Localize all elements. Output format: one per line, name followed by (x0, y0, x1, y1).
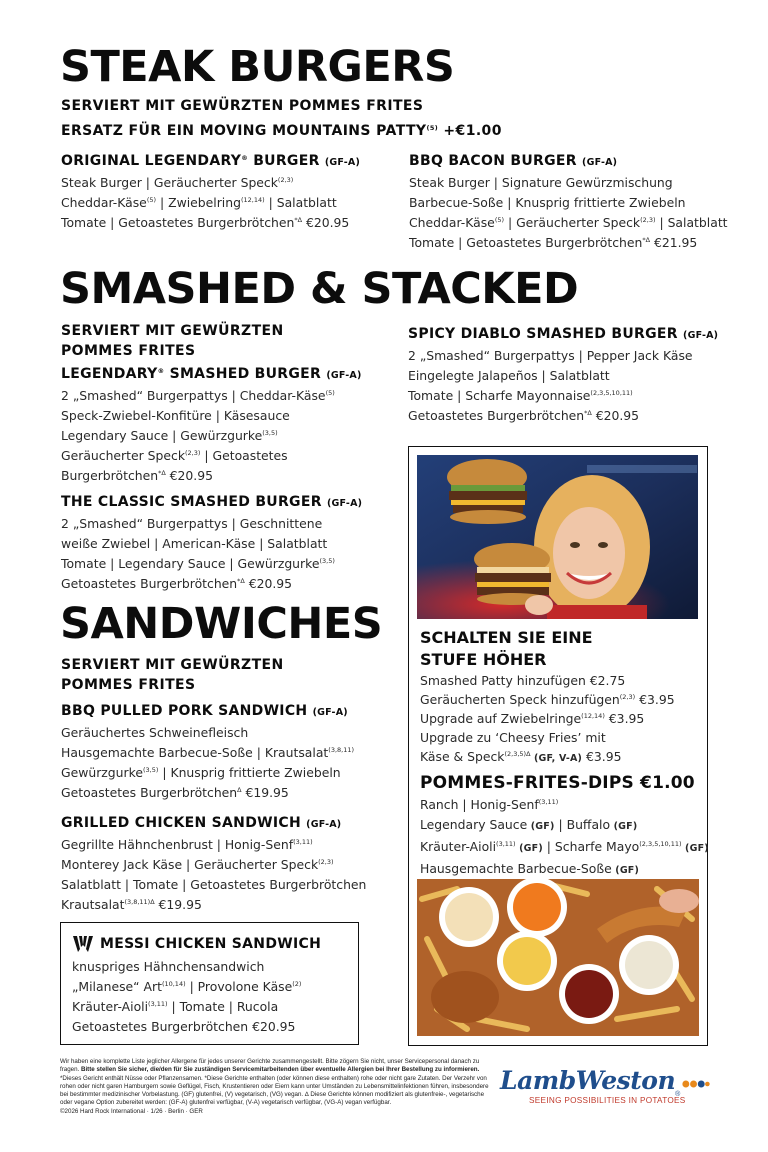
lambweston-tagline: SEEING POSSIBILITIES IN POTATOES (529, 1096, 686, 1105)
burger-photo (417, 455, 698, 619)
menu-item-grilled-chicken: GRILLED CHICKEN SANDWICH (GF-A) Gegrillte Hähnchenbrust | Honig-Senf$^{(3,11)}$ Monterey Jack Käse | Geräucherter Speck$^{(2,3)}$ Salatblatt | Tomate | Getoastetes Burgerbrötchen Krautsalat$^{(3,8,11)\Delta}$ €19.95 (61, 815, 367, 912)
messi-title: MESSI CHICKEN SANDWICH (100, 936, 322, 952)
sandwiches-sub: SERVIERT MIT GEWÜRZTEN POMMES FRITES (61, 657, 284, 693)
dips-photo (417, 879, 699, 1036)
potato-dots-icon (682, 1078, 710, 1090)
upgrade-heading: SCHALTEN SIE EINE STUFE HÖHER (420, 628, 593, 669)
allergen-footnote: Wir haben eine komplette Liste jeglicher Allergene für jedes unserer Gerichte zusammengestellt. Bitte zögern Sie nicht, unser Servicepersonal danach zu fragen. Bitte stellen Sie sicher, die/den für Sie zuständigen Servicemitarbeitenden über eventuelle Allergien bei Ihrer Bestellung zu informieren. *Dieses Gericht enthält Nüsse oder Pflanzensamen. *Diese Gerichte enthalten (oder können diese enthalten) rohe oder nicht gare Zutaten. Der Verzehr von rohen oder nicht garen Hamburgern sowie Geflügel, Fisch, Krustentieren oder Eiern kann unter Umständen zu Lebensmittelinfektionen führen, insbesondere bei bestimmter medizinischer Vorbelastung. (GF) glutenfrei, (V) vegetarisch, (VG) vegan. ∆ Diese Gerichte können modifiziert als glutenfreie-, vegetarische oder vegane Option zubereitet werden: (GF-A) glutenfrei verfügbar, (V-A) vegetarisch verfügbar, (VG-A) vegan verfügbar. ©2026 Hard Rock International · 1/26 · Berlin · GER (60, 1058, 489, 1115)
lambweston-wordmark: LambWeston (500, 1066, 676, 1095)
smashed-stacked-heading: SMASHED & STACKED (60, 264, 579, 314)
upgrade-options: Smashed Patty hinzufügen €2.75 Geräucherten Speck hinzufügen$^{(2,3)}$ €3.95 Upgrade auf Zwiebelringe$^{(12,14)}$ €3.95 Upgrade zu ‘Cheesy Fries’ mit Käse & Speck$^{(2,3,5)\Delta}$ (GF, V-A) €3.95 (420, 673, 675, 764)
messi-title-row (72, 934, 321, 954)
messi-sandwich-box (60, 922, 359, 1045)
menu-item-original-legendary: ORIGINAL LEGENDARY® BURGER (GF-A) Steak Burger | Geräucherter Speck$^{(2,3)}$ Cheddar-Käse$^{(5)}$ | Zwiebelring$^{(12,14)}$ | Salatblatt Tomate | Getoastetes Burgerbrötchen*∆ €20.95 (61, 153, 361, 230)
smashed-sub: SERVIERT MIT GEWÜRZTEN POMMES FRITES (61, 323, 284, 359)
menu-item-bbq-pulled-pork: BBQ PULLED PORK SANDWICH (GF-A) Geräuchertes Schweinefleisch Hausgemachte Barbecue-Soße | Krautsalat$^{(3,8,11)}$ Gewürzgurke$^{(3,5)}$ | Knusprig frittierte Zwiebeln Getoastetes Burgerbrötchen∆ €19.95 (61, 703, 355, 800)
steak-sub-fries: SERVIERT MIT GEWÜRZTEN POMMES FRITES (61, 98, 424, 114)
menu-item-bbq-bacon: BBQ BACON BURGER (GF-A) Steak Burger | Signature Gewürzmischung Barbecue-Soße | Knusprig frittierte Zwiebeln Cheddar-Käse$^{(5)}$ | Geräucherter Speck$^{(2,3)}$ | Salatblatt Tomate | Getoastetes Burgerbrötchen*∆ €21.95 (409, 153, 728, 250)
dips-heading: POMMES-FRITES-DIPS €1.00 (420, 773, 695, 793)
dips-options: Ranch | Honig-Senf$^{(3,11)}$ Legendary Sauce (GF) | Buffalo (GF) Kräuter-Aioli$^{(3,11)}$ (GF) | Scharfe Mayo$^{(2,3,5,10,11)}$ (GF) Hausgemachte Barbecue-Soße (GF) (420, 797, 709, 876)
menu-item-legendary-smashed: LEGENDARY® SMASHED BURGER (GF-A) 2 „Smashed“ Burgerpattys | Cheddar-Käse$^{(5)}$ Speck-Zwiebel-Konfitüre | Käsesauce Legendary Sauce | Gewürzgurke$^{(3,5)}$ Geräucherter Speck$^{(2,3)}$ | Getoastetes Burgerbrötchen*∆ €20.95 (61, 366, 362, 483)
menu-item-classic-smashed: THE CLASSIC SMASHED BURGER (GF-A) 2 „Smashed“ Burgerpattys | Geschnittene weiße Zwiebel | American-Käse | Salatblatt Tomate | Legendary Sauce | Gewürzgurke$^{(3,5)}$ Getoastetes Burgerbrötchen*∆ €20.95 (61, 494, 363, 591)
sandwiches-heading: SANDWICHES (60, 599, 383, 649)
steak-sub-substitute: ERSATZ FÜR EIN MOVING MOUNTAINS PATTY$^{(5)}$ +€1.00 (61, 123, 502, 139)
menu-item-spicy-diablo: SPICY DIABLO SMASHED BURGER (GF-A) 2 „Smashed“ Burgerpattys | Pepper Jack Käse Eingelegte Jalapeños | Salatblatt Tomate | Scharfe Mayonnaise$^{(2,3,5,10,11)}$ Getoastetes Burgerbrötchen*∆ €20.95 (408, 326, 719, 423)
messi-logo-icon (72, 935, 94, 953)
steak-burgers-heading: STEAK BURGERS (60, 42, 455, 92)
upgrade-dips-box (408, 446, 708, 1046)
messi-description: knuspriges Hähnchensandwich „Milanese“ Art$^{(10,14)}$ | Provolone Käse$^{(2)}$ Kräuter-Aioli$^{(3,11)}$ | Tomate | Rucola Getoastetes Burgerbrötchen €20.95 (72, 959, 302, 1034)
lambweston-logo: LambWeston ® SEEING POSSIBILITIES IN POTATOES (500, 1066, 710, 1105)
